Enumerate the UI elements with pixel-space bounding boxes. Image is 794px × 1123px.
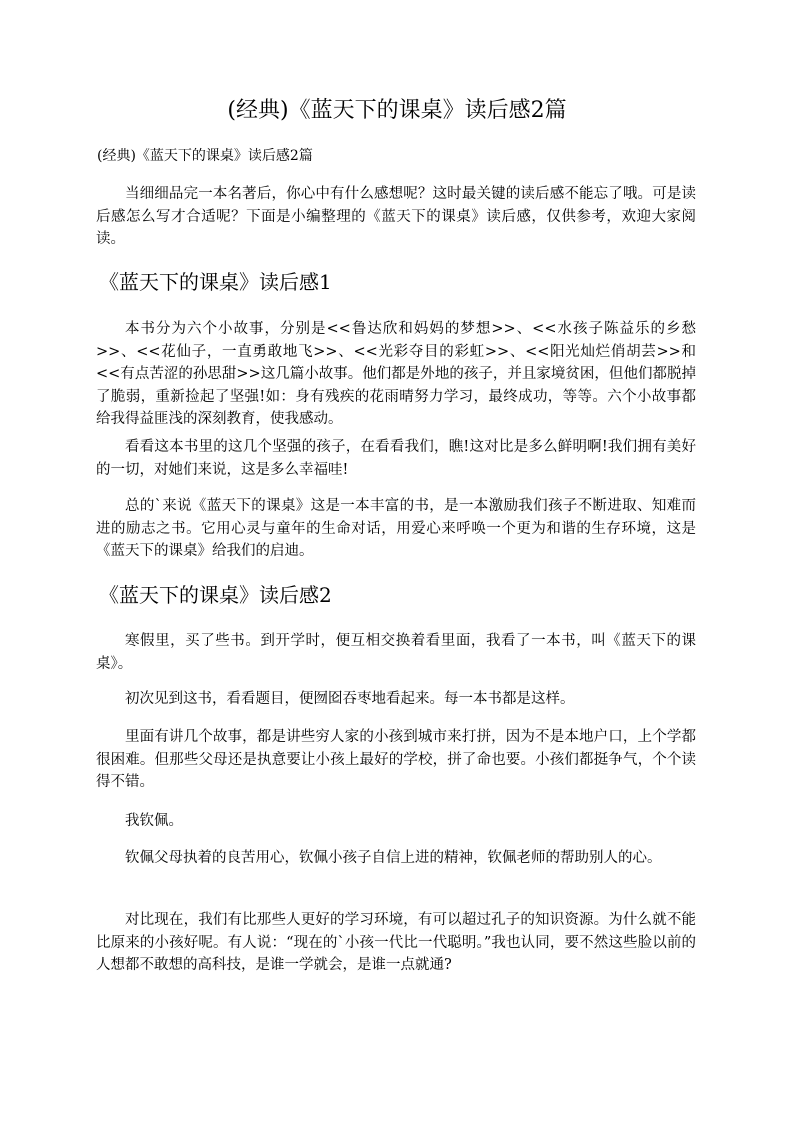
section-2-paragraph-3: 里面有讲几个故事，都是讲些穷人家的小孩到城市来打拼，因为不是本地户口，上个学都很困难。但那些父母还是执意要让小孩上最好的学校，拼了命也要。小孩们都挺争气，个个读得不错。 [96, 729, 696, 790]
section-heading-2: 《蓝天下的课桌》读后感2 [99, 583, 332, 607]
intro-paragraph: 当细细品完一本名著后，你心中有什么感想呢？这时最关键的读后感不能忘了哦。可是读后感怎么写才合适呢？下面是小编整理的《蓝天下的课桌》读后感，仅供参考，欢迎大家阅读。 [96, 186, 696, 247]
section-2-paragraph-6: 对比现在，我们有比那些人更好的学习环境，有可以超过孔子的知识资源。为什么就不能比原来的小孩好呢。有人说：“现在的`小孩一代比一代聪明。”我也认同，要不然这些脸以前的人想都不敢想的高科技，是谁一学就会，是谁一点就通? [96, 912, 696, 973]
section-heading-1: 《蓝天下的课桌》读后感1 [99, 270, 332, 294]
section-2-paragraph-4: 我钦佩。 [125, 813, 183, 829]
section-2-paragraph-5: 钦佩父母执着的良苦用心，钦佩小孩子自信上进的精神，钦佩老师的帮助别人的心。 [125, 850, 662, 866]
section-2-paragraph-1: 寒假里，买了些书。到开学时，便互相交换着看里面，我看了一本书，叫《蓝天下的课桌》。 [96, 633, 696, 672]
section-1-paragraph-2: 看看这本书里的这几个坚强的孩子，在看看我们，瞧!这对比是多么鲜明啊!我们拥有美好的一切，对她们来说，这是多么幸福哇! [96, 439, 696, 478]
section-1-paragraph-3: 总的`来说《蓝天下的课桌》这是一本丰富的书，是一本激励我们孩子不断进取、知难而进的励志之书。它用心灵与童年的生命对话，用爱心来呼唤一个更为和谐的生存环境，这是《蓝天下的课桌》给我们的启迪。 [96, 498, 696, 559]
document-title: (经典)《蓝天下的课桌》读后感2篇 [227, 98, 567, 123]
section-2-paragraph-2: 初次见到这书，看看题目，便囫囵吞枣地看起来。每一本书都是这样。 [125, 691, 575, 707]
document-subtitle: (经典)《蓝天下的课桌》读后感2篇 [97, 148, 313, 164]
section-1-paragraph-1: 本书分为六个小故事，分别是<<鲁达欣和妈妈的梦想>>、<<水孩子陈益乐的乡愁>>、<<花仙子，一直勇敢地飞>>、<<光彩夺目的彩虹>>、<<阳光灿烂俏胡芸>>和<<有点苦涩的孙思甜>>这几篇小故事。他们都是外地的孩子，并且家境贫困，但他们都脱掉了脆弱，重新捡起了坚强!如：身有残疾的花雨晴努力学习，最终成功，等等。六个小故事都给我得益匪浅的深刻教育，使我感动。 [96, 321, 696, 427]
